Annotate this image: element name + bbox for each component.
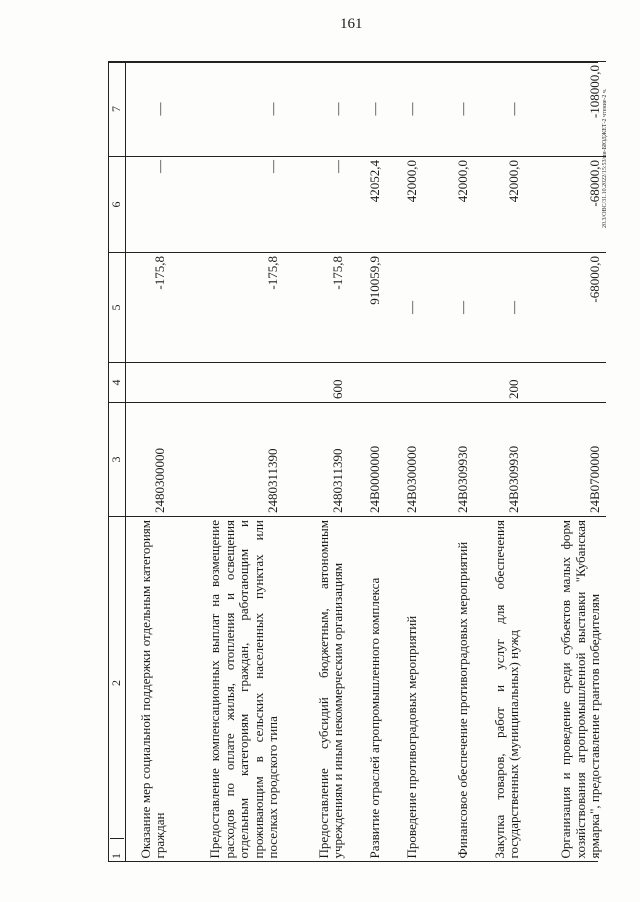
header-col-3: 3 xyxy=(109,403,126,517)
row-value-6: -68000,0 xyxy=(525,157,606,253)
row-value-7: — xyxy=(126,62,172,157)
row-code: 24В0309930 xyxy=(423,403,474,517)
row-value-6: — xyxy=(171,157,284,253)
header-col-6: 6 xyxy=(109,157,126,253)
header-col-5: 5 xyxy=(109,253,126,363)
row-value-5: -175,8 xyxy=(126,253,172,363)
row-code: 24В0700000 xyxy=(525,403,606,517)
budget-table xyxy=(108,61,606,862)
row-code: 2480311390 xyxy=(171,403,284,517)
row-name: Закупка товаров, работ и услуг для обеспечения государственных (муниципальных) нужд xyxy=(474,517,525,862)
header-col-1 xyxy=(109,517,126,862)
header-col-1-label: 1 xyxy=(109,853,124,859)
row-value-5: 910059,9 xyxy=(349,253,386,363)
row-vr xyxy=(525,363,606,403)
row-vr: 200 xyxy=(474,363,525,403)
row-name: Финансовое обеспечение противоградовых мероприятий xyxy=(423,517,474,862)
row-code: 24В0309930 xyxy=(474,403,525,517)
table-row xyxy=(284,62,349,862)
row-value-7: — xyxy=(171,62,284,157)
row-value-6: 42000,0 xyxy=(474,157,525,253)
row-code: 24В0000000 xyxy=(349,403,386,517)
row-value-5: -175,8 xyxy=(284,253,349,363)
row-name: Предоставление компенсационных выплат на возмещение расходов по оплате жилья, отопления и освещения отдельным категориям граждан, работающим и проживающим в сельских населенных пунктах или поселках городского типа xyxy=(171,517,284,862)
footer-note: 20.3/ОВС/31.10.2022/15:53/ни-БЮДЖЕТ-2 чтение-2 ч. xyxy=(602,88,608,228)
row-code: 2480311390 xyxy=(284,403,349,517)
row-value-5: — xyxy=(474,253,525,363)
table-row xyxy=(474,62,525,862)
header-col-4: 4 xyxy=(109,363,126,403)
table-row xyxy=(423,62,474,862)
table-row xyxy=(525,62,606,862)
table-row xyxy=(126,62,172,862)
row-name: Развитие отраслей агропромышленного комплекса xyxy=(349,517,386,862)
row-value-5: — xyxy=(423,253,474,363)
row-value-6: 42000,0 xyxy=(386,157,423,253)
row-vr xyxy=(349,363,386,403)
row-value-5: — xyxy=(386,253,423,363)
table-row xyxy=(349,62,386,862)
row-code: 2480300000 xyxy=(126,403,172,517)
row-value-6: — xyxy=(284,157,349,253)
row-value-5: -175,8 xyxy=(171,253,284,363)
page-number: 161 xyxy=(340,16,363,32)
row-name: Предоставление субсидий бюджетным, автономным учреждениям и иным некоммерческим организациям xyxy=(284,517,349,862)
row-name: Оказание мер социальной поддержки отдельным категориям граждан xyxy=(126,517,172,862)
row-vr xyxy=(423,363,474,403)
row-value-6: — xyxy=(126,157,172,253)
row-value-7: — xyxy=(349,62,386,157)
row-value-7: — xyxy=(284,62,349,157)
row-vr xyxy=(126,363,172,403)
budget-table-frame xyxy=(108,62,603,862)
row-value-6: 42052,4 xyxy=(349,157,386,253)
header-col-2-label: 2 xyxy=(110,528,123,839)
table-row xyxy=(386,62,423,862)
row-value-7: -108000,0 xyxy=(525,62,606,157)
table-header-row xyxy=(109,62,126,862)
row-value-7: — xyxy=(386,62,423,157)
header-col-7: 7 xyxy=(109,62,126,157)
row-value-6: 42000,0 xyxy=(423,157,474,253)
row-value-7: — xyxy=(474,62,525,157)
row-value-7: — xyxy=(423,62,474,157)
row-name: Организация и проведение среди субъектов малых форм хозяйствования агропромышленной выставки "Кубанская ярмарка", предоставление грантов победителям xyxy=(525,517,606,862)
row-vr: 600 xyxy=(284,363,349,403)
row-value-5: -68000,0 xyxy=(525,253,606,363)
row-vr xyxy=(386,363,423,403)
row-name: Проведение противоградовых мероприятий xyxy=(386,517,423,862)
table-row xyxy=(171,62,284,862)
row-code: 24В0300000 xyxy=(386,403,423,517)
row-vr xyxy=(171,363,284,403)
